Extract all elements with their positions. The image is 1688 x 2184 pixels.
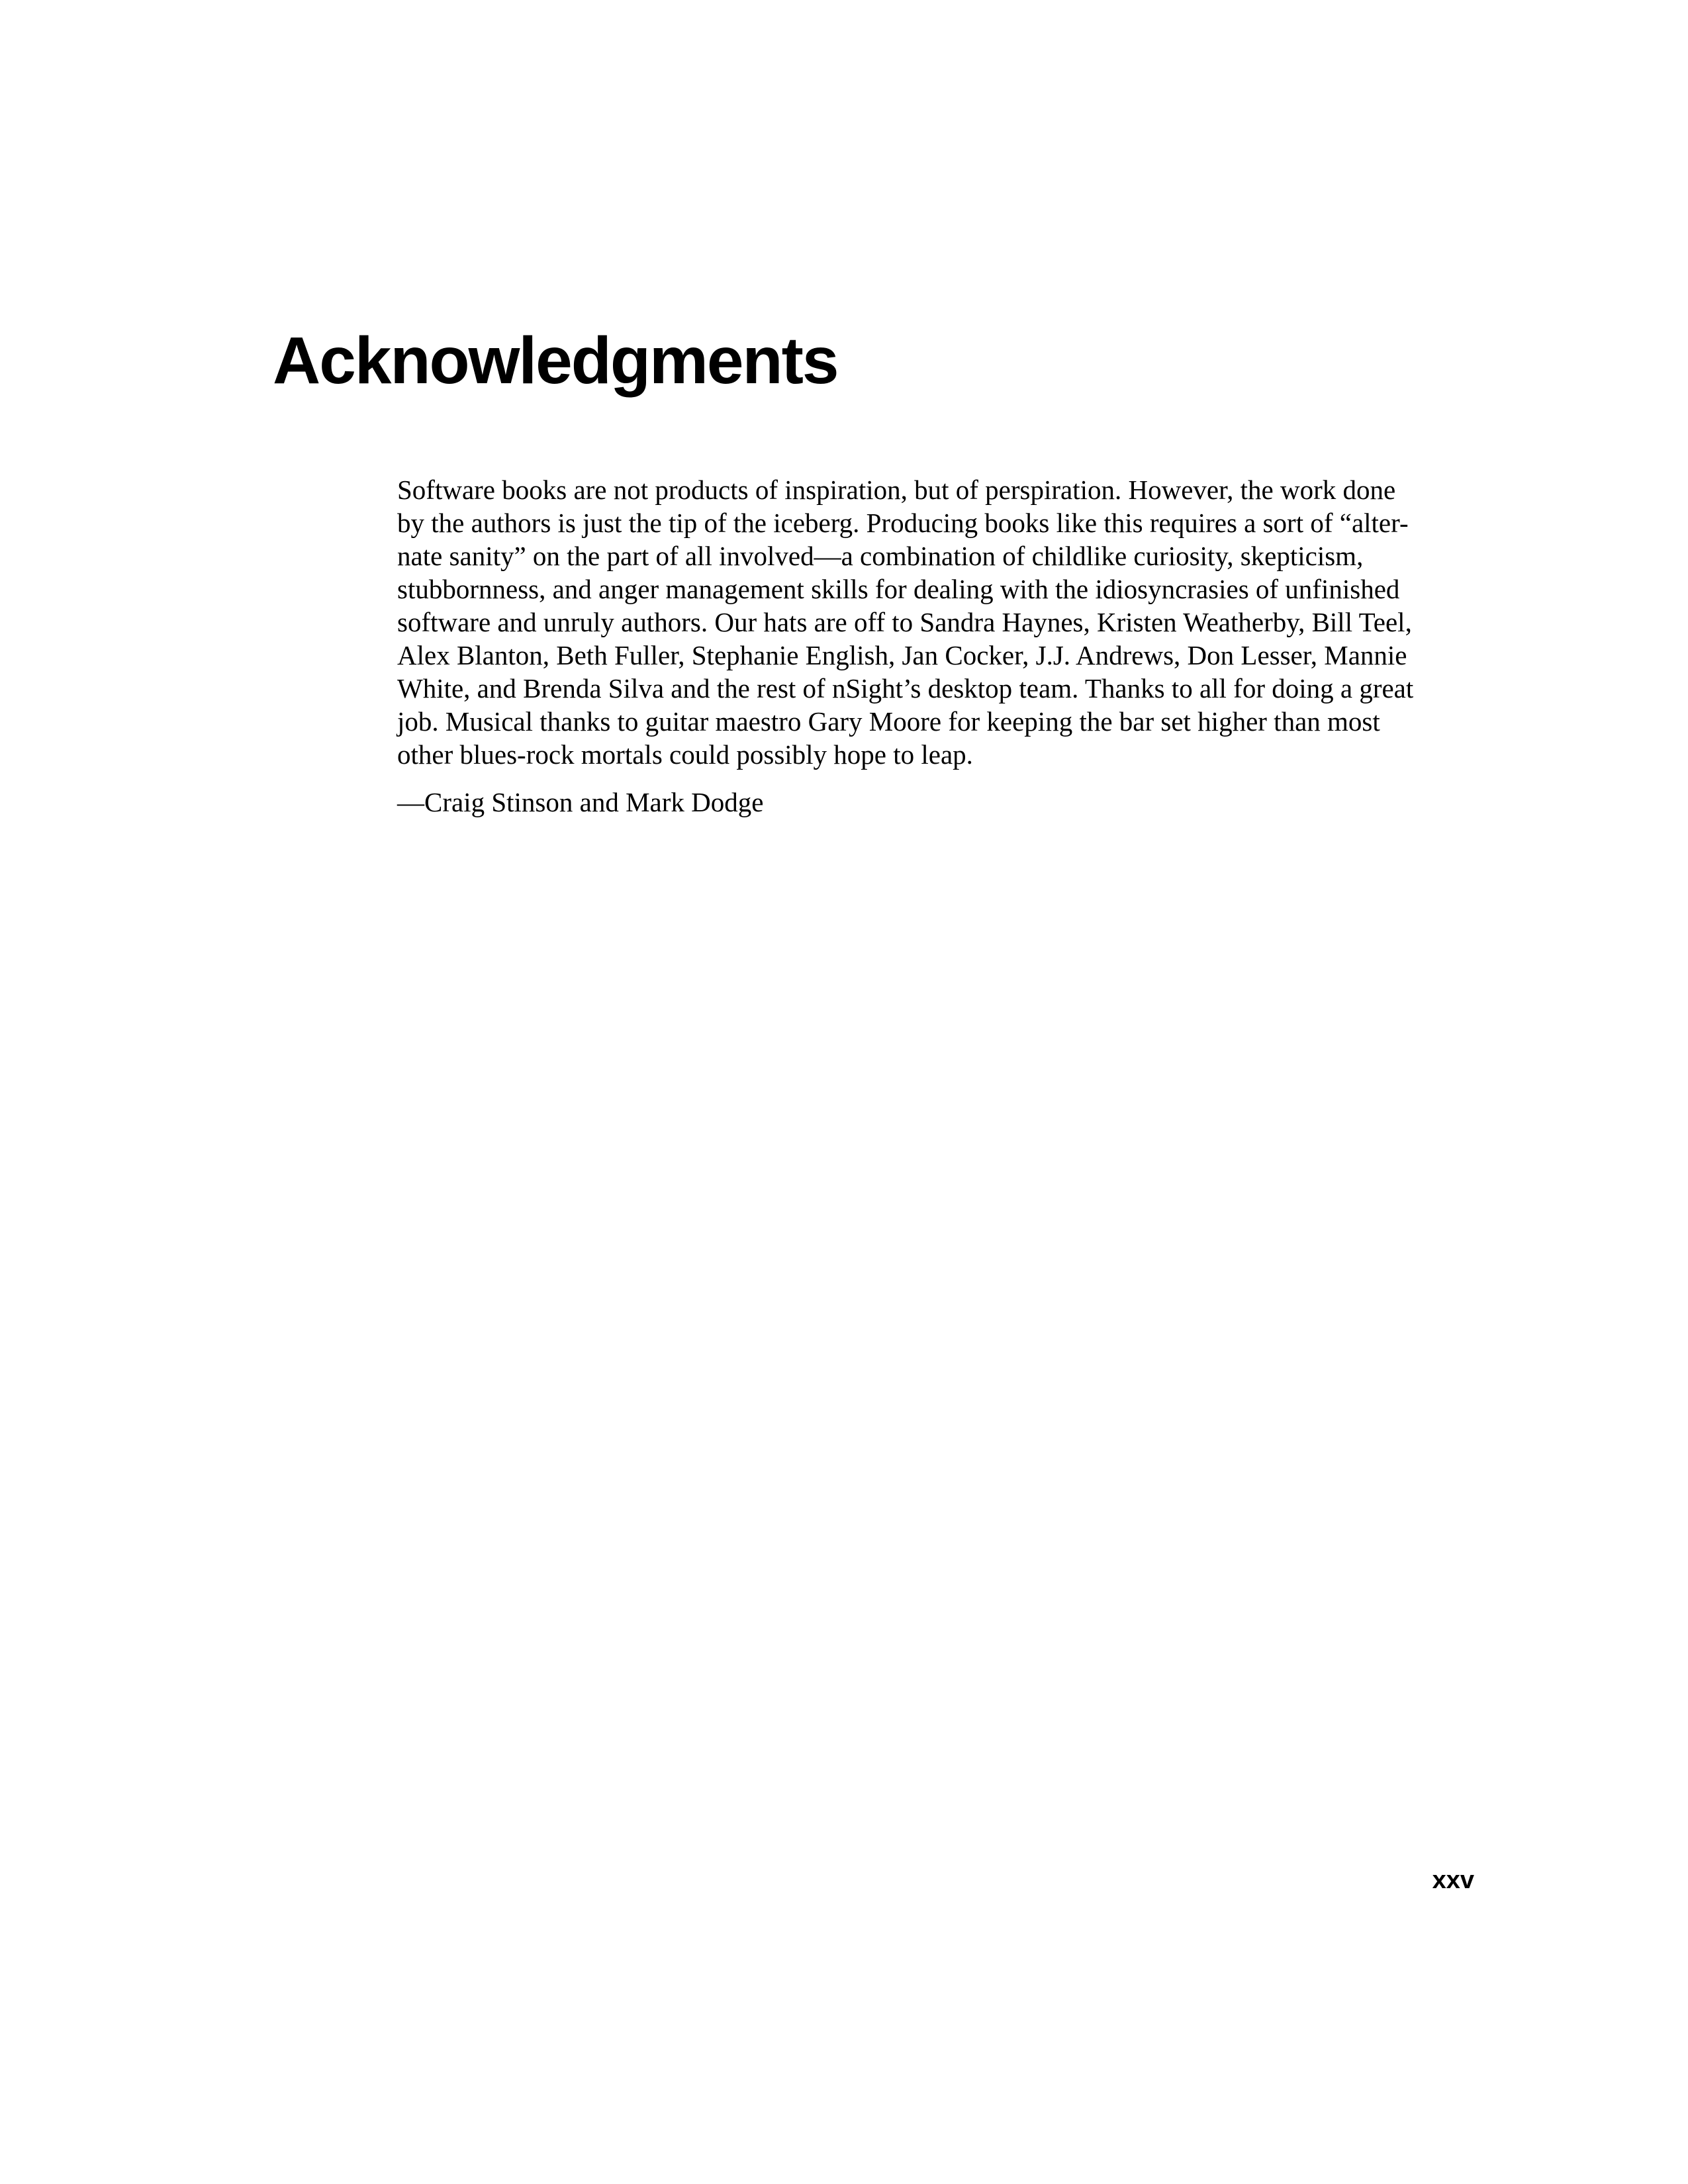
- body-line: stubbornness, and anger management skills for dealing with the idiosyncrasies of unfinished: [397, 574, 1400, 604]
- body-line: software and unruly authors. Our hats are off to Sandra Haynes, Kristen Weatherby, Bill Teel,: [397, 607, 1412, 637]
- page-number: xxv: [1432, 1866, 1474, 1894]
- body-line: job. Musical thanks to guitar maestro Gary Moore for keeping the bar set higher than most: [397, 706, 1380, 737]
- body-line: Software books are not products of inspiration, but of perspiration. However, the work done: [397, 475, 1396, 505]
- body-paragraph: [397, 473, 1417, 771]
- body-line: White, and Brenda Silva and the rest of nSight’s desktop team. Thanks to all for doing a great: [397, 673, 1414, 704]
- body-line: by the authors is just the tip of the iceberg. Producing books like this requires a sort of “alter-: [397, 508, 1409, 538]
- body-line: Alex Blanton, Beth Fuller, Stephanie English, Jan Cocker, J.J. Andrews, Don Lesser, Mannie: [397, 640, 1407, 670]
- body-line: other blues-rock mortals could possibly hope to leap.: [397, 739, 973, 770]
- page-title: Acknowledgments: [273, 324, 838, 398]
- body-line: nate sanity” on the part of all involved—a combination of childlike curiosity, skepticism,: [397, 541, 1364, 571]
- signature: —Craig Stinson and Mark Dodge: [397, 787, 764, 817]
- acknowledgments-body: [397, 473, 1417, 819]
